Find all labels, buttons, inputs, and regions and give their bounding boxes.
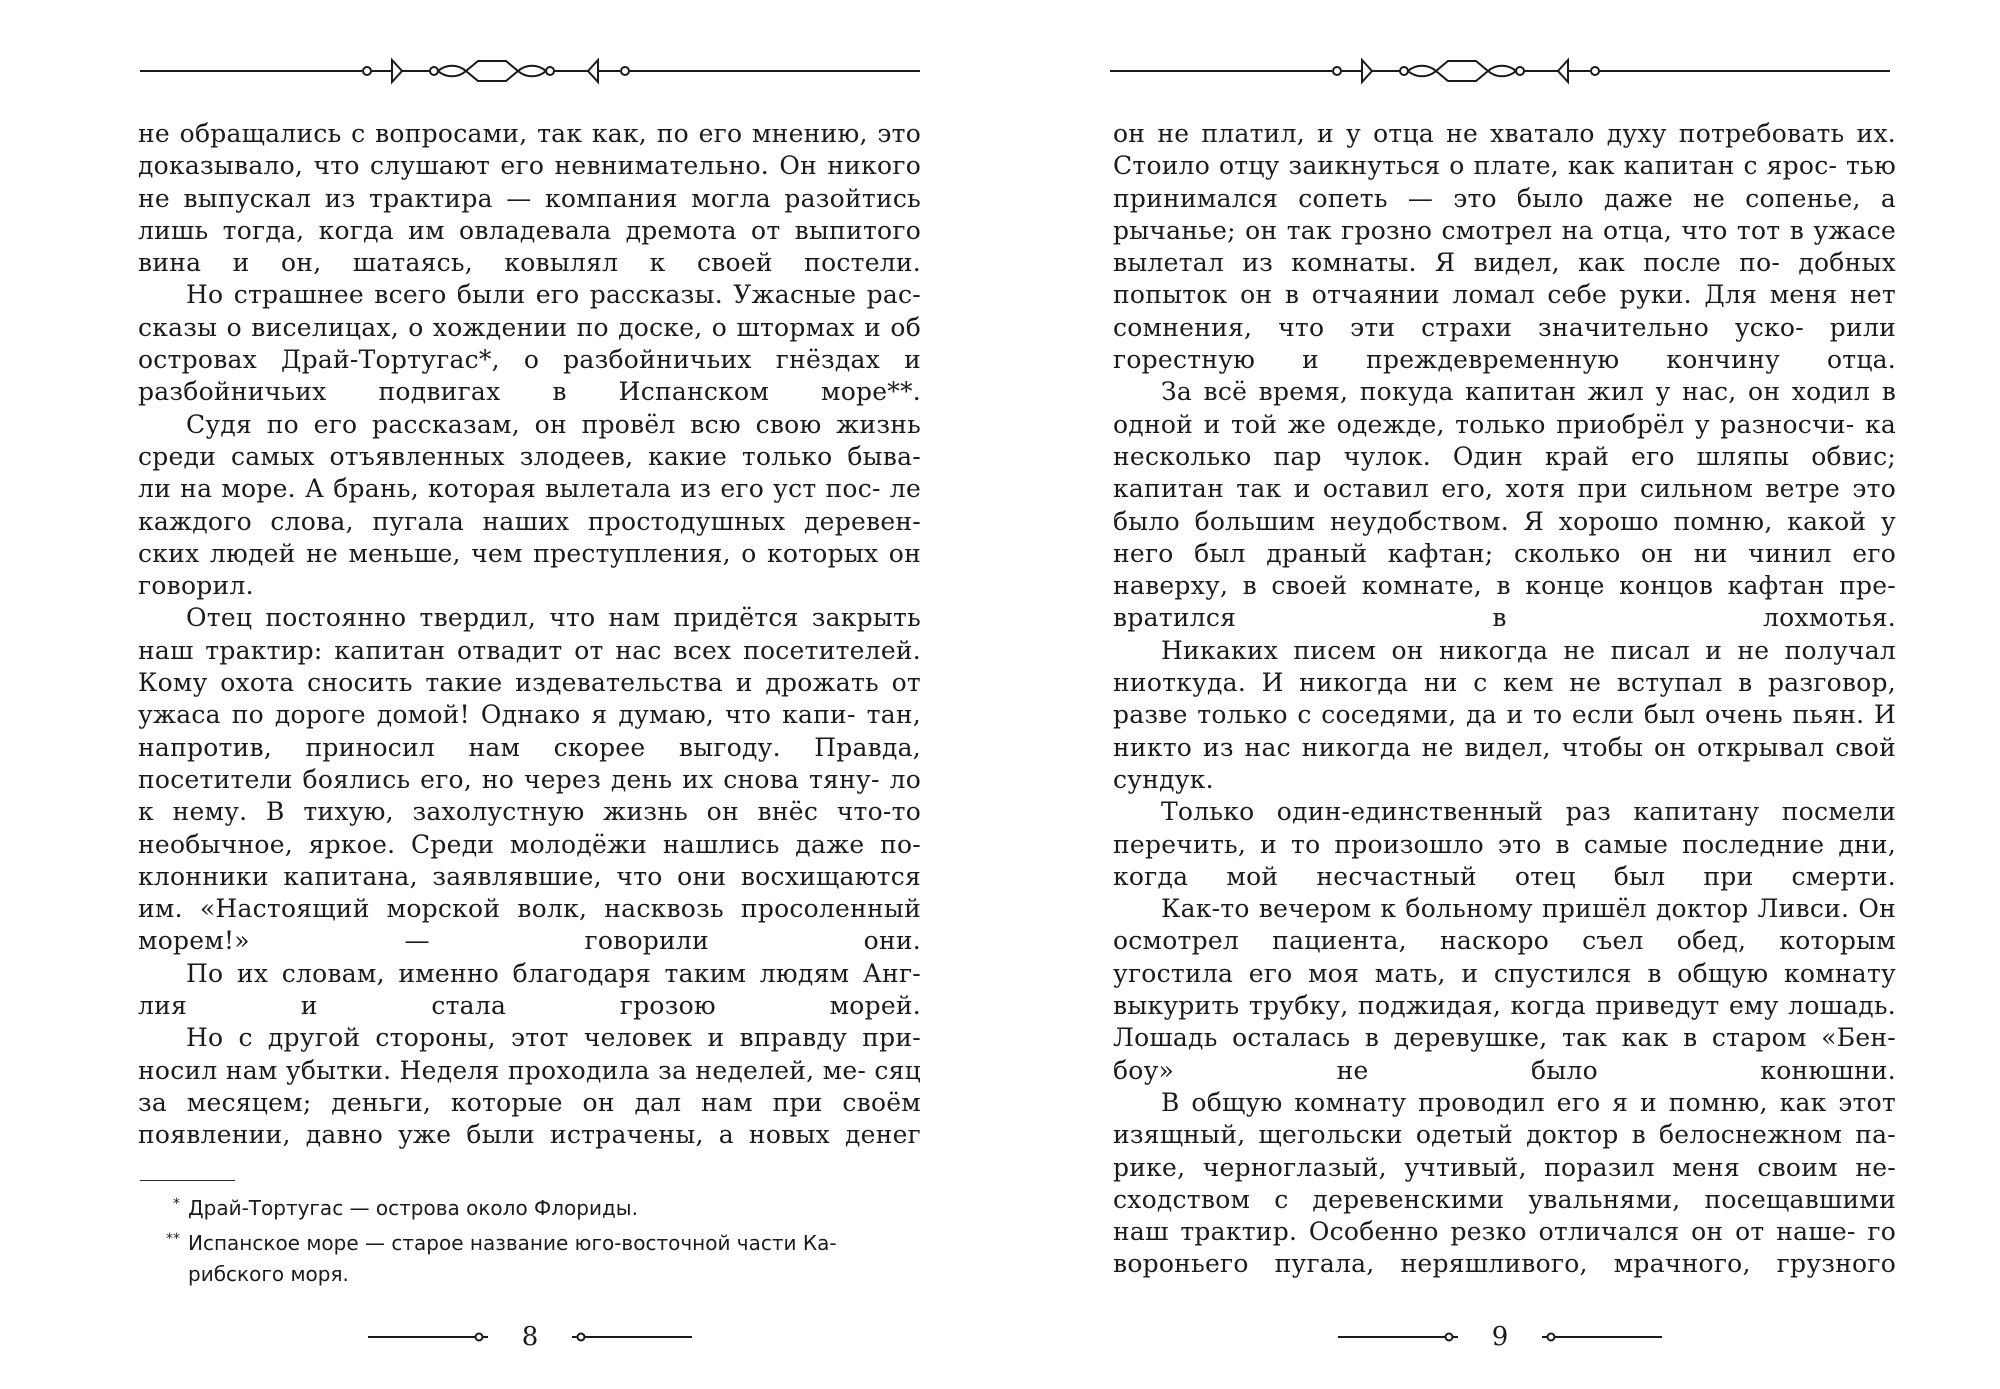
- page-number: 9: [1491, 1322, 1509, 1352]
- left-page-text: [138, 118, 921, 1152]
- footnote-marker: **: [166, 1231, 180, 1247]
- page-number-block: [360, 1318, 700, 1358]
- right-page: [1000, 0, 2000, 1389]
- page-number: 8: [521, 1322, 539, 1352]
- paragraph: Никаких писем он никогда не писал и не получал ниоткуда. И никогда ни с кем не вступал в разговор, разве только с соседями, да и то если был очень пьян. И никто из нас никогда не видел, чтобы он открывал свой сундук.: [1113, 635, 1896, 794]
- paragraph: За всё время, покуда капитан жил у нас, он ходил в одной и той же одежде, только приобрёл у разносчи- ка несколько пар чулок. Один край его шляпы обвис; капитан так и оставил его, хотя при сильном ветре это было большим неудобством. Я хорошо помню, какой у него был драный кафтан; сколько он ни чинил его наверху, в своей комнате, в конце концов кафтан пре- вратился в лохмотья.: [1113, 377, 1897, 633]
- footnote: [140, 1193, 923, 1224]
- footnotes: [140, 1193, 923, 1294]
- paragraph: Но с другой стороны, этот человек и вправду при- носил нам убытки. Неделя проходила за неделей, ме- сяц за месяцем; деньги, которые он дал нам при своём появлении, давно уже были истрачены, а новых денег: [138, 1023, 921, 1150]
- paragraph: По их словам, именно благодаря таким людям Анг- лия и стала грозою морей.: [138, 958, 921, 1021]
- paragraph: он не платил, и у отца не хватало духу потребовать их. Стоило отцу заикнуться о плате, как капитан с ярос- тью принимался сопеть — это было даже не сопенье, а рычанье; он так грозно смотрел на отца, что тот в ужасе вылетал из комнаты. Я видел, как после по- добных попыток он в отчаянии ломал себе руки. Для меня нет сомнения, что эти страхи значительно уско- рили горестную и преждевременную кончину отца.: [1113, 119, 1897, 375]
- paragraph: Только один-единственный раз капитану посмели перечить, и то произошло это в самые последние дни, когда мой несчастный отец был при смерти.: [1113, 797, 1896, 891]
- right-page-text: [1113, 118, 1896, 1281]
- paragraph: Но страшнее всего были его рассказы. Ужасные рас- сказы о виселицах, о хождении по доске, о штормах и об островах Драй-Тортугас*, о разбойничьих гнёздах и разбойничьих подвигах в Испанском море**.: [138, 280, 922, 407]
- page-number-block: [1330, 1318, 1670, 1358]
- header-ornament-icon: [1110, 42, 1890, 102]
- paragraph: не обращались с вопросами, так как, по его мнению, это доказывало, что слушают его невнимательно. Он никого не выпускал из трактира — компания могла разойтись лишь тогда, когда им овладевала дремота от выпитого вина и он, шатаясь, ковылял к своей постели.: [138, 119, 921, 278]
- footnote-text: Испанское море — старое название юго-восточной части Ка- рибского моря.: [188, 1231, 837, 1286]
- paragraph: Отец постоянно твердил, что нам придётся закрыть наш трактир: капитан отвадит от нас всех посетителей. Кому охота сносить такие издевательства и дрожать от ужаса по дороге домой! Однако я думаю, что капи- тан, напротив, приносил нам скорее выгоду. Правда, посетители боялись его, но через день их снова тяну- ло к нему. В тихую, захолустную жизнь он внёс что-то необычное, яркое. Среди молодёжи нашлись даже по- клонники капитана, заявлявшие, что они восхищаются им. «Настоящий морской волк, насквозь просоленный морем!» — говорили они.: [138, 603, 921, 956]
- header-ornament-icon: [140, 42, 920, 102]
- footnote-divider: [140, 1180, 235, 1181]
- footnote-marker: *: [173, 1196, 180, 1212]
- paragraph: В общую комнату проводил его я и помню, как этот изящный, щегольски одетый доктор в белоснежном па- рике, черноглазый, учтивый, поразил меня своим не- сходством с деревенскими увальнями, посещавшими наш трактир. Особенно резко отличался он от наше- го вороньего пугала, неряшливого, мрачного, грузного: [1113, 1087, 1896, 1279]
- paragraph: Судя по его рассказам, он провёл всю свою жизнь среди самых отъявленных злодеев, какие только быва- ли на море. А брань, которая вылетала из его уст пос- ле каждого слова, пугала наших простодушных деревен- ских людей не меньше, чем преступления, о которых он говорил.: [138, 409, 921, 601]
- paragraph: Как-то вечером к больному пришёл доктор Ливси. Он осмотрел пациента, наскоро съел обед, которым угостила его моя мать, и спустился в общую комнату выкурить трубку, поджидая, когда приведут ему лошадь. Лошадь осталась в деревушке, так как в старом «Бен- боу» не было конюшни.: [1113, 894, 1896, 1085]
- footnote-text: Драй-Тортугас — острова около Флориды.: [188, 1196, 638, 1220]
- footnote: [140, 1228, 923, 1290]
